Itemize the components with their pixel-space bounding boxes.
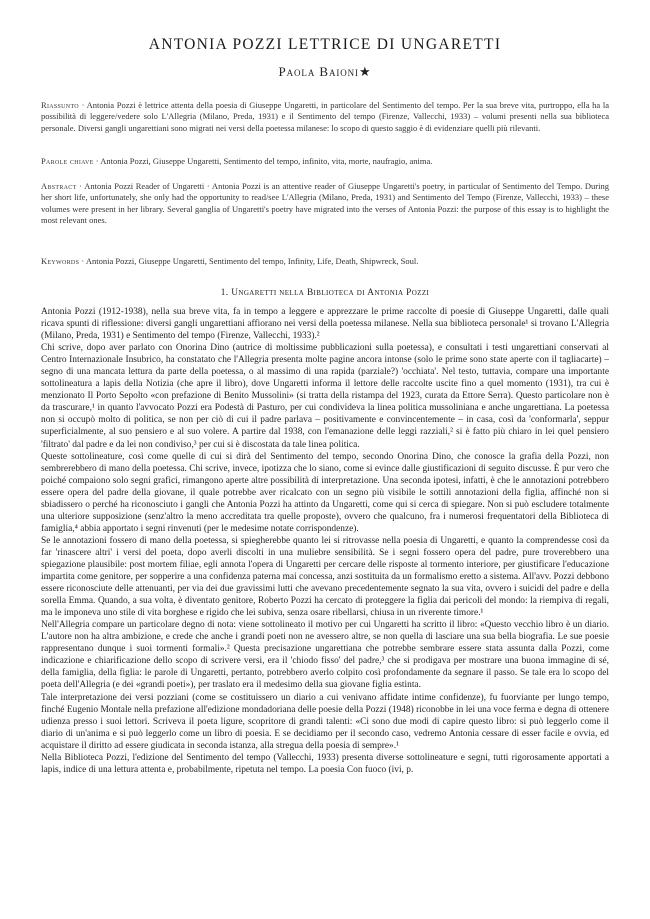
keywords-label: Keywords bbox=[41, 256, 80, 266]
body-paragraph: Chi scrive, dopo aver parlato con Onorina Dino (autrice di moltissime pubblicazioni sulla poetessa), e consultati i testi ungarettiani conservati al Centro Internazionale Insubrico, ha constatato che l'Allegria presenta molte pagine ancora intonse (solo le prime sono state aperte con il tagliacarte) – segno di una mancata lettura da parte della poetessa, o al massimo di una rapida (parziale?) 'occhiata'. Nel testo, tuttavia, compare una importante sottolineatura a lapis della Notizia (che apre il libro), dove Ungaretti informa il lettore delle raccolte uscite fino a quel momento (1931), tra cui è menzionato Il Porto Sepolto «con prefazione di Benito Mussolini» (si tratta della ristampa del 1923, curata da Ettore Serra). Questo particolare non è da trascurare,¹ in quanto l'avvocato Pozzi era Podestà di Pasturo, per cui condivideva la linea politica mussoliniana e anche ungarettiana. La poetessa non si occupò molto di politica, se non per ciò di cui il padre parlava – positivamente e convincentemente – in casa, così da 'conformarla', seppur superficialmente, al suo pensiero e al suo volere. A partire dal 1938, con l'emanazione delle leggi razziali,² si è fatto più chiaro in lei quel pensiero 'filtrato' dal padre e da lei non condiviso,³ per cui si è discostata da tale linea politica. bbox=[41, 343, 609, 450]
paper-title: ANTONIA POZZI LETTRICE DI UNGARETTI bbox=[148, 36, 502, 53]
body-paragraph: Nell'Allegria compare un particolare degno di nota: viene sottolineato il motivo per cui Ungaretti ha scritto il libro: «Questo vecchio libro è un diario. L'autore non ha altra ambizione, e crede che anche i grandi poeti non ne avessero altre, se non quella di lasciare una sua bella biografia. Le sue poesie rappresentano dunque i suoi tormenti formali».² Questa precisazione ungarettiana che potrebbe sembrare essere stata assunta dalla Pozzi, come indicazione e chiarificazione dello scopo di scrivere versi, era il 'chiodo fisso' del padre,³ che si prodigava per mostrare una buona immagine di sé, della famiglia, della figlia: le parole di Ungaretti, pertanto, potrebbero averlo colpito così profondamente da segnare il passo. Se tale era lo scopo del poeta dell'Allegria (e dei «grandi poeti»), per traslato era il medesimo della sua giovane figlia estinta. bbox=[41, 620, 609, 691]
body-paragraph: Antonia Pozzi (1912-1938), nella sua breve vita, fa in tempo a leggere e apprezzare le prime raccolte di poesie di Giuseppe Ungaretti, dalle quali ricava spunti di riflessione: diversi gangli ungarettiani affiorano nei versi della poetessa milanese. Nella sua biblioteca personale¹ si trovano L'Allegria (Milano, Preda, 1931) e Sentimento del tempo (Firenze, Vallecchi, 1933).² bbox=[41, 307, 609, 342]
riassunto-block bbox=[41, 100, 609, 134]
body-text bbox=[41, 306, 609, 776]
body-paragraph: Tale interpretazione dei versi pozziani (come se costituissero un diario a cui venivano affidate intime confidenze), fu fuorviante per lungo tempo, finché Eugenio Montale nella prefazione all'edizione mondadoriana delle poesie della Pozzi (1948) riconobbe in lei una voce ferma e degna di ottenere udienza presso i suoi lettori. Scriveva il poeta ligure, scopritore di grandi talenti: «Ci sono due modi di capire questo libro: si può leggerlo come il diario di un'anima e si può leggerlo come un libro di poesia. E se decidiamo per il secondo caso, vedremo Antonia cessare di esser facile e ovvia, ed acquistare il diritto ad essere giudicata in seconda istanza, alla stregua della poesia di sempre».¹ bbox=[41, 692, 609, 751]
riassunto-label: Riassunto bbox=[41, 100, 79, 110]
abstract-block bbox=[41, 181, 609, 226]
body-paragraph: Queste sottolineature, così come quelle di cui si dirà del Sentimento del tempo, secondo Onorina Dino, che conosce la grafia della Pozzi, non sembrerebbero di mano della poetessa. Chi scrive, invece, ipotizza che lo siano, come si evince dalle giustificazioni di seguito discusse. È pur vero che poiché compaiono solo segni grafici, rimangono aperte altre possibilità di interpretazione. Una seconda ipotesi, infatti, è che le annotazioni potrebbero essere opera del padre della giovane, il quale potrebbe aver ricalcato con un segno più visibile le sottili annotazioni della figlia, affinché non si sbiadissero o perché ha riconosciuto i gangli che Antonia Pozzi ha attinto da Ungaretti, come qui si cerca di spiegare. Non si può escludere totalmente una ulteriore supposizione (senz'altro la meno accreditata tra quelle proposte), ovvero che qualcuno, fra i numerosi frequentatori della Biblioteca di famiglia,⁴ abbia apportato i segni rinvenuti (per le medesime notate corrispondenze). bbox=[41, 451, 609, 534]
body-paragraph: Nella Biblioteca Pozzi, l'edizione del Sentimento del tempo (Vallecchi, 1933) presenta diverse sottolineature e segni, tutti rigorosamente apportati a lapis, indice di una lettura attenta e, probabilmente, ripetuta nel tempo. La poesia Con fuoco (ivi, p. bbox=[41, 752, 609, 775]
keywords-block bbox=[41, 256, 609, 267]
keywords-text: · Antonia Pozzi, Giuseppe Ungaretti, Sentimento del tempo, Infinity, Life, Death, Shipwreck, Soul. bbox=[79, 256, 419, 266]
body-paragraph: Se le annotazioni fossero di mano della poetessa, si spiegherebbe quanto lei si ritrovasse nella poesia di Ungaretti, e quanto la comprendesse così da far 'rinascere altri' i versi del poeta, dopo averli discolti in una muliebre sensibilità. Se i segni fossero opera del padre, pure troverebbero una spiegazione plausibile: post mortem filiae, egli annota l'opera di Ungaretti per cercare delle risposte al tormento interiore, per giustificare l'educazione impartita come genitore, per sopperire a una confidenza paterna mai concessa, anzi sostituita da un formalismo eretto a sistema. All'avv. Pozzi debbono essere riconosciute delle attenuanti, per via dei due gravissimi lutti che avevano precedentemente segnato la sua vita, ovvero i suicidi del padre e della sorella Emma. Quando, a sua volta, è diventato genitore, Roberto Pozzi ha cercato di proteggere la figlia dai pericoli del mondo: la riempiva di regali, ma le imponeva uno stile di vita borghese e rigido che lei subiva, senza osare ribellarsi, chiusa in un riverente timore.¹ bbox=[41, 535, 609, 619]
abstract-text: · Antonia Pozzi Reader of Ungaretti · Antonia Pozzi is an attentive reader of Giuseppe Ungaretti's poetry, in particular of Sentimento del Tempo. During her short life, unfortunately, she only had the opportunity to read/see L'Allegria (Milano, Preda, 1931) and Sentimento del Tempo (Firenze, Vallecchi, 1933) – these volumes were present in her library. Several ganglia of Ungaretti's poetry have migrated into the verses of Antonia Pozzi: the purpose of this essay is to highlight the most relevant ones. bbox=[41, 181, 609, 225]
parole-chiave-label: Parole chiave bbox=[41, 156, 94, 166]
abstract-label: Abstract bbox=[41, 181, 77, 191]
riassunto-text: · Antonia Pozzi è lettrice attenta della poesia di Giuseppe Ungaretti, in particolare del Sentimento del tempo. Per la sua breve vita, purtroppo, ella ha la possibilità di leggere/vedere solo L'Allegria (Milano, Preda, 1931) e il Sentimento del tempo (Firenze, Vallecchi, 1933) – volumi presenti nella sua biblioteca personale. Diversi gangli ungarettiani sono migrati nei versi della poetessa milanese: lo scopo di questo saggio è di evidenziare quelli più rilevanti. bbox=[41, 100, 609, 133]
author-name: Paola Baioni★ bbox=[278, 64, 372, 79]
parole-chiave-text: · Antonia Pozzi, Giuseppe Ungaretti, Sentimento del tempo, infinito, vita, morte, naufragio, anima. bbox=[93, 156, 433, 166]
section-heading: 1. Ungaretti nella Biblioteca di Antonia Pozzi bbox=[220, 288, 430, 298]
parole-chiave-block bbox=[41, 156, 609, 167]
